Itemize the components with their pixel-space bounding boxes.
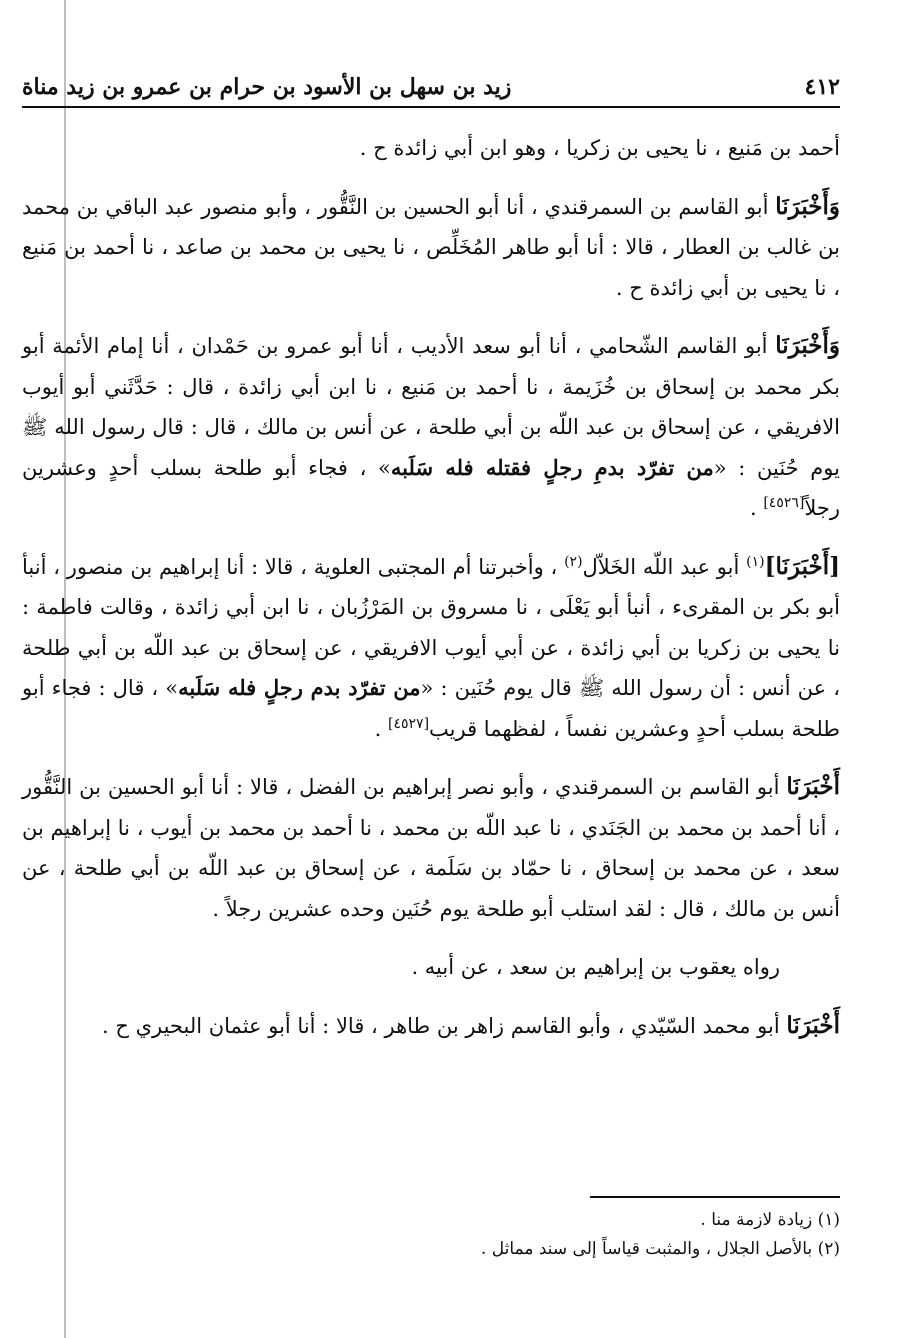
footnote-rule	[590, 1196, 840, 1198]
paragraph-text: أبو القاسم بن السمرقندي ، وأبو نصر إبراهيم بن الفضل ، قالا : أنا أبو الحسين بن النَّقُّور ، أنا أحمد بن محمد بن الجَنَدي ، نا عبد اللّه بن محمد ، نا أحمد بن محمد بن أيوب ، نا إبراهيم بن سعد ، عن محمد بن إسحاق ، نا حمّاد بن سَلَمة ، عن إسحاق بن عبد اللّه بن أبي طلحة ، عن أنس بن مالك ، قال : لقد استلب أبو طلحة يوم حُنَين وحده عشرين رجلاً .	[22, 775, 840, 921]
hadith-quote: من تفرّد بدم رجلٍ فله سَلَبه	[178, 675, 421, 700]
paragraph-7	[22, 1006, 840, 1047]
paragraph-text: أحمد بن مَنيع ، نا يحيى بن زكريا ، وهو ابن أبي زائدة ح .	[359, 136, 840, 160]
paragraph-text: » ، فجاء أبو طلحة بسلب أحدٍ وعشرين رجلاً	[22, 455, 840, 520]
paragraph-text: رواه يعقوب بن إبراهيم بن سعد ، عن أبيه .	[411, 955, 780, 979]
paragraph-4	[22, 547, 840, 750]
citation-number: [٤٥٢٦]	[763, 495, 805, 511]
footnote-2: (٢) بالأصل الجلال ، والمثبت قياساً إلى سند مماثل .	[480, 1239, 840, 1259]
paragraph-text: ، وأخبرتنا أم المجتبى العلوية ، قالا : أنا إبراهيم بن منصور ، أنبأ أبو بكر بن المقرىء ، أنبأ أبو يَعْلَى ، نا مسروق بن المَرْزُبان ، نا ابن أبي زائدة ، وقالت فاطمة : نا يحيى بن زكريا بن أبي زائدة ، عن أبي أيوب الافريقي ، عن إسحاق بن عبد اللّه بن أبي طلحة ، عن أنس : أن رسول الله ﷺ قال يوم حُنَين : «	[22, 554, 840, 700]
paragraph-text: أبو القاسم الشّحامي ، أنا أبو سعد الأديب ، أنا أبو عمرو بن حَمْدان ، أنا إمام الأئمة أبو بكر محمد بن إسحاق بن خُزَيمة ، نا أحمد بن مَنيع ، نا ابن أبي زائدة ، قال : حَدَّثَني أبو أيوب الافريقي ، عن إسحاق بن عبد اللّه بن أبي طلحة ، عن أنس بن مالك ، قال : قال رسول الله ﷺ يوم حُنَين : «	[22, 334, 840, 480]
footnote-ref: (١)	[746, 553, 765, 570]
paragraph-5	[22, 767, 840, 929]
main-text	[22, 128, 840, 1064]
header-rule	[22, 106, 840, 108]
citation-number: [٤٥٢٧]	[388, 715, 430, 732]
paragraph-2	[22, 187, 840, 309]
hadith-quote: من تفرّد بدمِ رجلٍ فقتله فله سَلَبه	[390, 454, 714, 480]
paragraph-text: أبو القاسم بن السمرقندي ، أنا أبو الحسين بن النَّقُّور ، وأبو منصور عبد الباقي بن محمد بن غالب بن العطار ، قالا : أنا أبو طاهر المُخَلِّص ، نا يحيى بن محمد بن صاعد ، نا أحمد بن مَنيع ، نا يحيى بن أبي زائدة ح .	[22, 194, 840, 300]
paragraph-lead: وَأَخْبَرَنَا	[775, 192, 840, 220]
paragraph-text: أبو محمد السّيّدي ، وأبو القاسم زاهر بن طاهر ، قالا : أنا أبو عثمان البحيري ح .	[101, 1013, 787, 1038]
paragraph-3	[22, 326, 840, 529]
footnotes	[22, 1206, 840, 1264]
paragraph-6	[22, 947, 840, 988]
paragraph-end: .	[374, 716, 389, 741]
footnote-1: (١) زيادة لازمة منا .	[700, 1210, 840, 1230]
paragraph-end: .	[749, 496, 764, 520]
paragraph-lead: [أَخْبَرَنَا]	[764, 552, 841, 580]
footnote-ref: (٢)	[564, 553, 583, 570]
page-number: ٤١٢	[804, 74, 840, 100]
paragraph-lead: وَأَخْبَرَنَا	[775, 332, 840, 359]
paragraph-lead: أَخْبَرَنَا	[786, 1011, 840, 1039]
running-title: زيد بن سهل بن الأسود بن حرام بن عمرو بن زيد مناة	[22, 74, 512, 100]
page-header	[22, 70, 840, 104]
paragraph-text: أبو عبد اللّه الخَلاّل	[582, 554, 747, 579]
paragraph-1	[22, 128, 840, 169]
paragraph-text: » ، قال : فجاء أبو طلحة بسلب أحدٍ وعشرين نفساً ، لفظهما قريب	[22, 676, 840, 741]
paragraph-lead: أَخْبَرَنَا	[786, 773, 840, 800]
